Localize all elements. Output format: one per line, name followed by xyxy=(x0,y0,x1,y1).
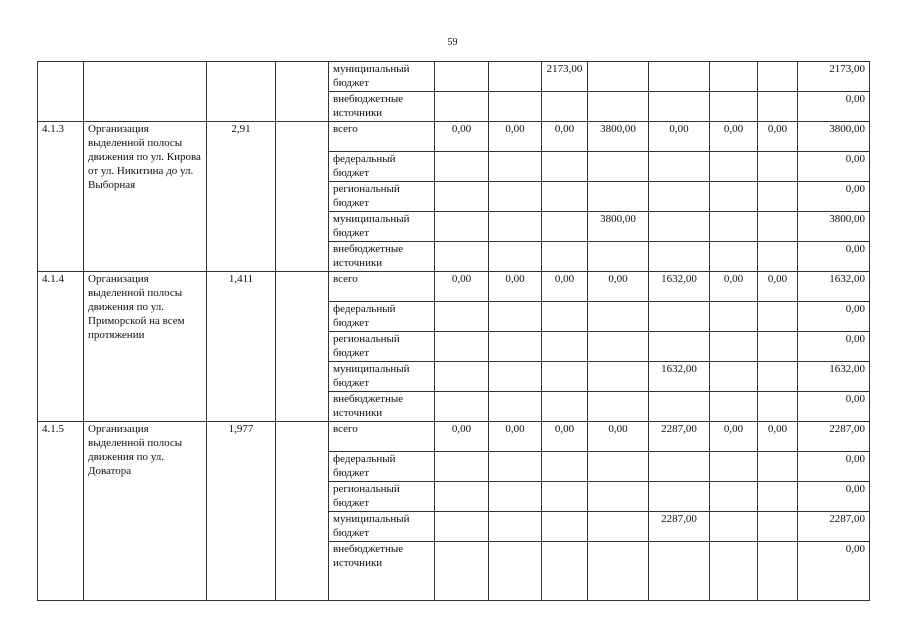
year-value-cell xyxy=(542,332,588,362)
year-value-cell xyxy=(489,242,542,272)
year-value-cell xyxy=(588,512,649,542)
year-value-cell xyxy=(758,212,798,242)
item-length-cell: 1,411 xyxy=(207,272,276,422)
total-value-cell: 0,00 xyxy=(798,332,870,362)
year-value-cell xyxy=(588,182,649,212)
year-value-cell xyxy=(758,542,798,601)
year-value-cell xyxy=(542,542,588,601)
year-value-cell xyxy=(435,332,489,362)
year-value-cell xyxy=(489,182,542,212)
year-value-cell xyxy=(435,182,489,212)
year-value-cell: 0,00 xyxy=(435,272,489,302)
year-value-cell xyxy=(649,482,710,512)
year-value-cell xyxy=(649,152,710,182)
item-name-cell: Организация выделенной полосы движения по ул. Приморской на всем протяжении xyxy=(84,272,207,422)
item-name-cell xyxy=(84,62,207,122)
year-value-cell xyxy=(710,452,758,482)
item-extra-cell xyxy=(276,272,329,422)
table-row xyxy=(38,422,870,452)
year-value-cell xyxy=(542,392,588,422)
year-value-cell: 3800,00 xyxy=(588,212,649,242)
item-name-cell: Организация выделенной полосы движения по ул. Доватора xyxy=(84,422,207,601)
budget-table xyxy=(37,61,870,601)
year-value-cell xyxy=(758,242,798,272)
year-value-cell: 0,00 xyxy=(489,272,542,302)
year-value-cell: 0,00 xyxy=(542,122,588,152)
funding-source-cell: внебюджетные источники xyxy=(329,392,435,422)
year-value-cell xyxy=(649,332,710,362)
year-value-cell: 0,00 xyxy=(489,122,542,152)
year-value-cell: 0,00 xyxy=(649,122,710,152)
funding-source-cell: внебюджетные источники xyxy=(329,542,435,601)
year-value-cell: 0,00 xyxy=(758,122,798,152)
year-value-cell xyxy=(435,482,489,512)
table-row xyxy=(38,62,870,92)
year-value-cell xyxy=(649,392,710,422)
year-value-cell xyxy=(588,542,649,601)
year-value-cell: 2287,00 xyxy=(649,512,710,542)
year-value-cell xyxy=(588,242,649,272)
item-extra-cell xyxy=(276,422,329,601)
year-value-cell xyxy=(489,392,542,422)
year-value-cell xyxy=(435,362,489,392)
year-value-cell xyxy=(649,542,710,601)
total-value-cell: 0,00 xyxy=(798,182,870,212)
year-value-cell xyxy=(649,62,710,92)
year-value-cell xyxy=(435,152,489,182)
total-value-cell: 0,00 xyxy=(798,152,870,182)
year-value-cell xyxy=(649,452,710,482)
year-value-cell xyxy=(649,92,710,122)
total-value-cell: 3800,00 xyxy=(798,122,870,152)
total-value-cell: 0,00 xyxy=(798,452,870,482)
year-value-cell xyxy=(588,62,649,92)
total-value-cell: 0,00 xyxy=(798,242,870,272)
year-value-cell: 1632,00 xyxy=(649,272,710,302)
total-value-cell: 2173,00 xyxy=(798,62,870,92)
year-value-cell xyxy=(710,482,758,512)
total-value-cell: 2287,00 xyxy=(798,512,870,542)
year-value-cell xyxy=(758,362,798,392)
item-number-cell: 4.1.5 xyxy=(38,422,84,601)
total-value-cell: 3800,00 xyxy=(798,212,870,242)
total-value-cell: 0,00 xyxy=(798,302,870,332)
funding-source-cell: всего xyxy=(329,422,435,452)
year-value-cell xyxy=(758,452,798,482)
funding-source-cell: внебюджетные источники xyxy=(329,242,435,272)
year-value-cell xyxy=(542,362,588,392)
year-value-cell xyxy=(542,182,588,212)
year-value-cell: 2173,00 xyxy=(542,62,588,92)
total-value-cell: 0,00 xyxy=(798,92,870,122)
funding-source-cell: региональный бюджет xyxy=(329,482,435,512)
year-value-cell: 2287,00 xyxy=(649,422,710,452)
year-value-cell xyxy=(489,362,542,392)
year-value-cell: 0,00 xyxy=(710,122,758,152)
year-value-cell xyxy=(758,92,798,122)
year-value-cell xyxy=(435,92,489,122)
year-value-cell: 0,00 xyxy=(710,272,758,302)
year-value-cell xyxy=(489,62,542,92)
year-value-cell: 0,00 xyxy=(542,272,588,302)
item-number-cell: 4.1.3 xyxy=(38,122,84,272)
year-value-cell xyxy=(489,482,542,512)
year-value-cell xyxy=(435,542,489,601)
year-value-cell: 0,00 xyxy=(542,422,588,452)
total-value-cell: 0,00 xyxy=(798,542,870,601)
year-value-cell xyxy=(710,302,758,332)
funding-source-cell: муниципальный бюджет xyxy=(329,512,435,542)
year-value-cell xyxy=(758,182,798,212)
item-number-cell: 4.1.4 xyxy=(38,272,84,422)
funding-source-cell: муниципальный бюджет xyxy=(329,212,435,242)
year-value-cell xyxy=(710,212,758,242)
year-value-cell xyxy=(710,92,758,122)
year-value-cell xyxy=(542,152,588,182)
funding-source-cell: муниципальный бюджет xyxy=(329,362,435,392)
year-value-cell xyxy=(489,152,542,182)
total-value-cell: 1632,00 xyxy=(798,272,870,302)
year-value-cell xyxy=(435,392,489,422)
year-value-cell xyxy=(435,302,489,332)
year-value-cell xyxy=(542,92,588,122)
funding-source-cell: федеральный бюджет xyxy=(329,452,435,482)
table-row xyxy=(38,272,870,302)
year-value-cell xyxy=(649,182,710,212)
year-value-cell xyxy=(489,212,542,242)
year-value-cell xyxy=(435,452,489,482)
funding-source-cell: муниципальный бюджет xyxy=(329,62,435,92)
page-number: 59 xyxy=(447,37,458,48)
funding-source-cell: региональный бюджет xyxy=(329,332,435,362)
year-value-cell: 0,00 xyxy=(588,422,649,452)
item-length-cell: 1,977 xyxy=(207,422,276,601)
total-value-cell: 0,00 xyxy=(798,482,870,512)
year-value-cell xyxy=(588,302,649,332)
year-value-cell xyxy=(435,512,489,542)
year-value-cell xyxy=(542,302,588,332)
year-value-cell: 1632,00 xyxy=(649,362,710,392)
year-value-cell xyxy=(710,542,758,601)
item-length-cell: 2,91 xyxy=(207,122,276,272)
year-value-cell xyxy=(588,452,649,482)
year-value-cell xyxy=(588,332,649,362)
year-value-cell xyxy=(758,152,798,182)
item-extra-cell xyxy=(276,62,329,122)
item-extra-cell xyxy=(276,122,329,272)
year-value-cell xyxy=(542,512,588,542)
year-value-cell: 0,00 xyxy=(710,422,758,452)
year-value-cell xyxy=(710,392,758,422)
year-value-cell xyxy=(758,302,798,332)
year-value-cell: 0,00 xyxy=(435,122,489,152)
funding-source-cell: всего xyxy=(329,122,435,152)
year-value-cell xyxy=(758,392,798,422)
year-value-cell: 0,00 xyxy=(758,272,798,302)
year-value-cell xyxy=(588,392,649,422)
year-value-cell: 3800,00 xyxy=(588,122,649,152)
year-value-cell: 0,00 xyxy=(489,422,542,452)
year-value-cell xyxy=(588,92,649,122)
year-value-cell xyxy=(710,332,758,362)
year-value-cell xyxy=(710,182,758,212)
year-value-cell xyxy=(435,212,489,242)
year-value-cell xyxy=(489,542,542,601)
year-value-cell xyxy=(489,452,542,482)
year-value-cell xyxy=(489,302,542,332)
year-value-cell xyxy=(710,152,758,182)
year-value-cell xyxy=(649,242,710,272)
year-value-cell xyxy=(758,332,798,362)
funding-source-cell: региональный бюджет xyxy=(329,182,435,212)
funding-source-cell: внебюджетные источники xyxy=(329,92,435,122)
year-value-cell xyxy=(489,512,542,542)
year-value-cell xyxy=(588,362,649,392)
year-value-cell xyxy=(710,512,758,542)
year-value-cell xyxy=(435,242,489,272)
year-value-cell xyxy=(489,332,542,362)
year-value-cell xyxy=(542,452,588,482)
year-value-cell xyxy=(542,482,588,512)
year-value-cell xyxy=(710,242,758,272)
year-value-cell xyxy=(542,242,588,272)
year-value-cell: 0,00 xyxy=(588,272,649,302)
year-value-cell xyxy=(758,512,798,542)
year-value-cell xyxy=(710,62,758,92)
item-length-cell xyxy=(207,62,276,122)
year-value-cell xyxy=(710,362,758,392)
item-name-cell: Организация выделенной полосы движения по ул. Кирова от ул. Никитина до ул. Выборная xyxy=(84,122,207,272)
table-row xyxy=(38,122,870,152)
year-value-cell: 0,00 xyxy=(758,422,798,452)
year-value-cell xyxy=(758,62,798,92)
year-value-cell xyxy=(588,482,649,512)
year-value-cell: 0,00 xyxy=(435,422,489,452)
total-value-cell: 2287,00 xyxy=(798,422,870,452)
funding-source-cell: федеральный бюджет xyxy=(329,302,435,332)
total-value-cell: 0,00 xyxy=(798,392,870,422)
year-value-cell xyxy=(542,212,588,242)
funding-source-cell: всего xyxy=(329,272,435,302)
item-number-cell xyxy=(38,62,84,122)
year-value-cell xyxy=(435,62,489,92)
year-value-cell xyxy=(649,302,710,332)
year-value-cell xyxy=(588,152,649,182)
funding-source-cell: федеральный бюджет xyxy=(329,152,435,182)
year-value-cell xyxy=(489,92,542,122)
year-value-cell xyxy=(758,482,798,512)
budget-table-body xyxy=(38,62,870,601)
year-value-cell xyxy=(649,212,710,242)
total-value-cell: 1632,00 xyxy=(798,362,870,392)
